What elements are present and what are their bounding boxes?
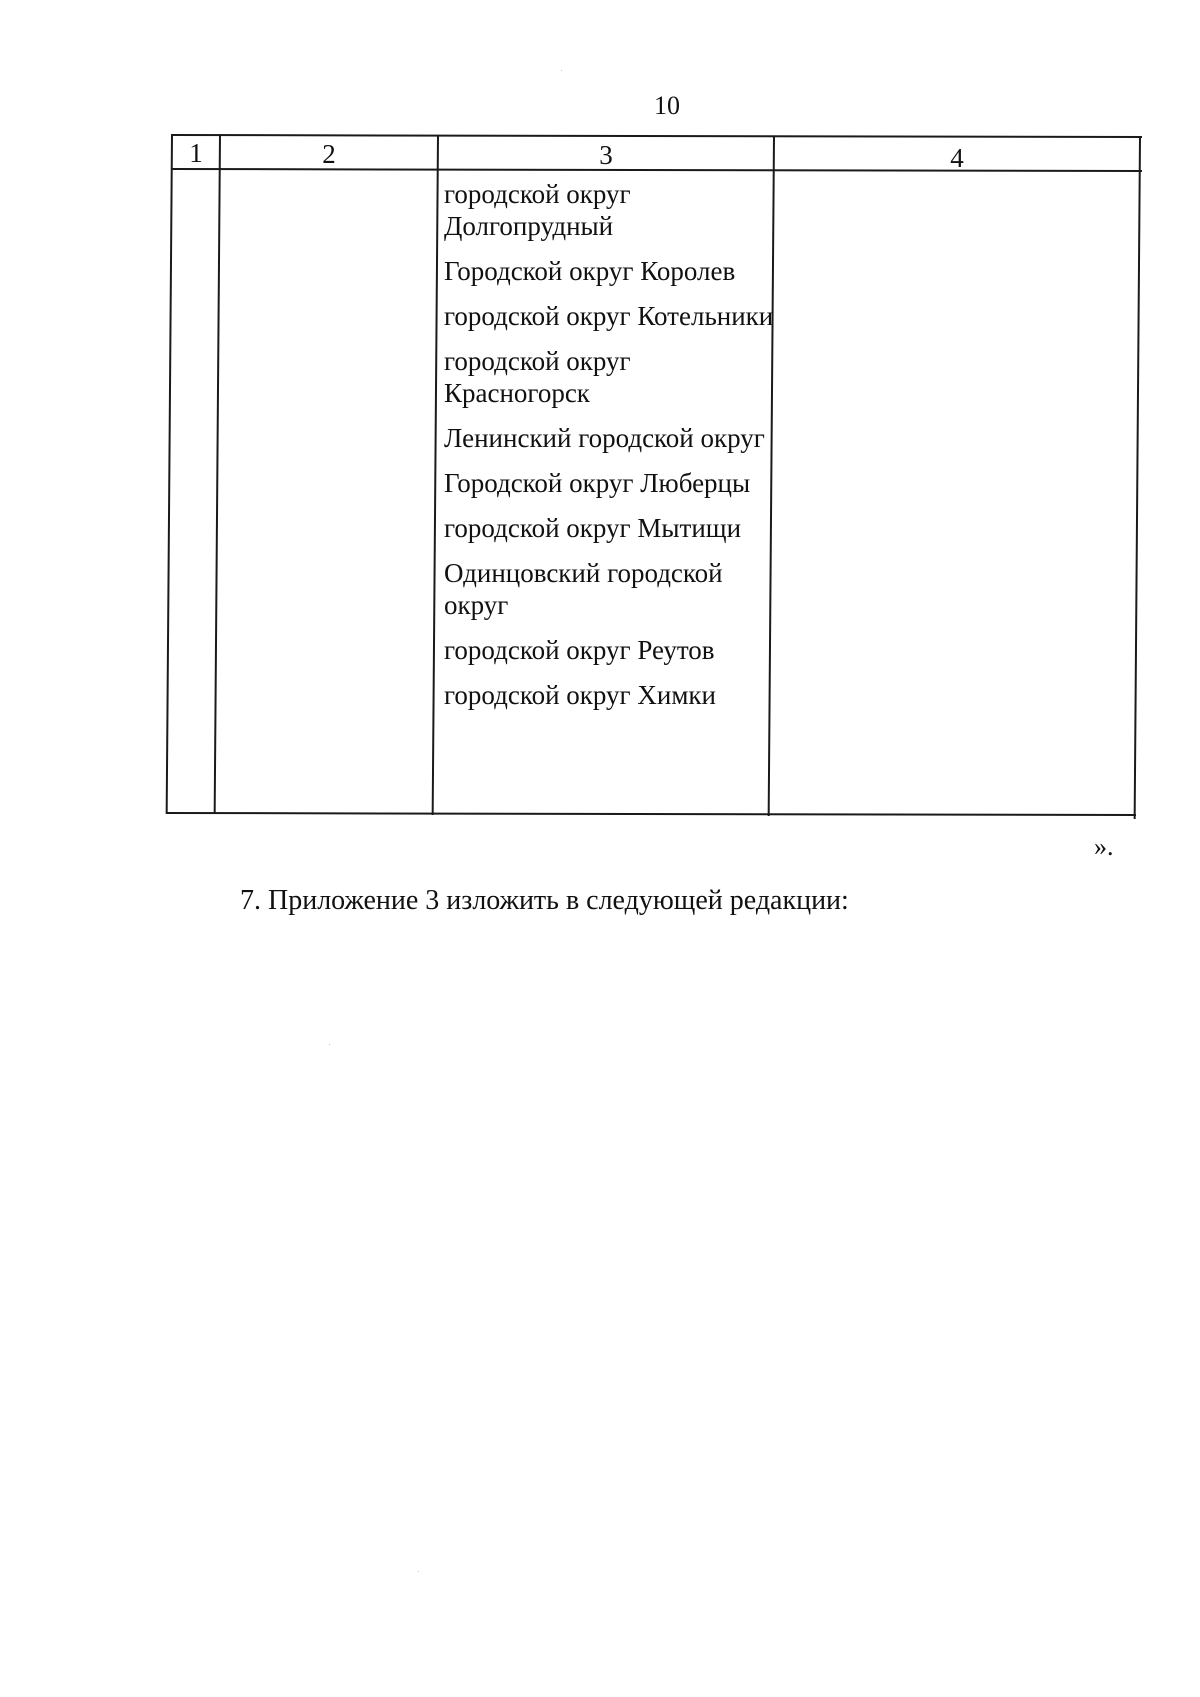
- instruction-paragraph: 7. Приложение 3 изложить в следующей редакции:: [240, 885, 849, 916]
- list-item: городской округ Мытищи: [444, 513, 742, 543]
- table-header-col-3: 3: [599, 140, 613, 170]
- closing-quote: ».: [1094, 832, 1114, 861]
- list-item: городской округ Долгопрудный: [444, 179, 631, 241]
- table-header-col-4: 4: [950, 143, 964, 173]
- table-header-col-2: 2: [322, 139, 336, 169]
- list-item: городской округ Химки: [444, 680, 716, 710]
- page-number: 10: [654, 91, 680, 120]
- scan-speck: [329, 1044, 330, 1045]
- list-item: Городской округ Королев: [444, 256, 736, 286]
- scan-speck: [418, 1571, 419, 1572]
- list-item: Городской округ Люберцы: [444, 468, 751, 498]
- list-item: Одинцовский городской округ: [444, 558, 723, 620]
- list-item: городской округ Красногорск: [444, 346, 631, 408]
- list-item: Ленинский городской округ: [444, 423, 765, 453]
- list-item: городской округ Котельники: [444, 301, 774, 331]
- list-item: городской округ Реутов: [444, 635, 715, 665]
- table-header-col-1: 1: [189, 138, 203, 168]
- municipality-list: [444, 178, 774, 724]
- scan-speck: [561, 70, 562, 71]
